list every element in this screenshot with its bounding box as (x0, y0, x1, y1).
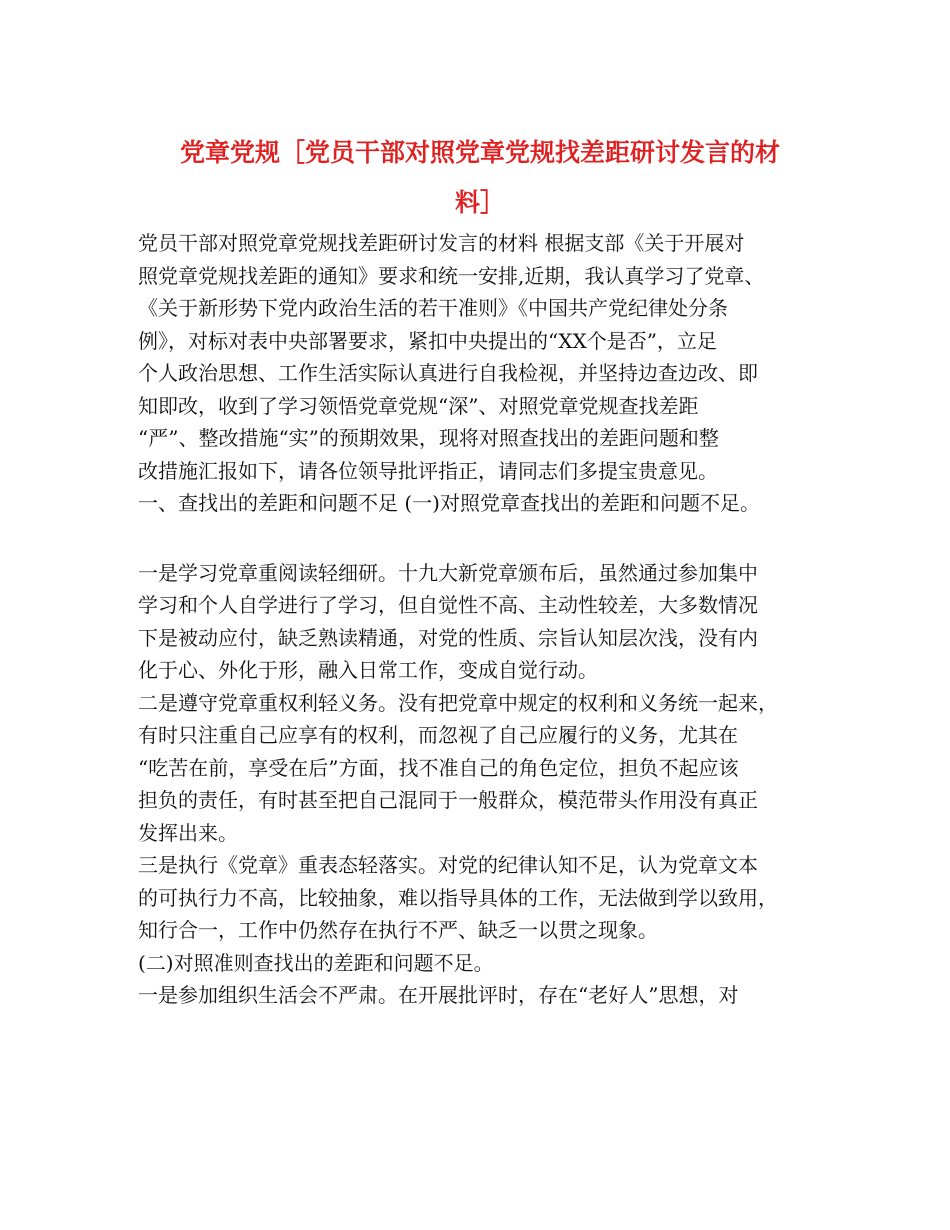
body-line: “吃苦在前，享受在后”方面，找不准自己的角色定位，担负不起应该 (138, 755, 739, 780)
section-heading-line: 一、查找出的差距和问题不足 (一)对照党章查找出的差距和问题不足。 (138, 491, 760, 515)
blank-line (138, 520, 828, 557)
body-line: 担负的责任，有时甚至把自己混同于一般群众，模范带头作用没有真正 (138, 788, 758, 812)
body-line: 一是参加组织生活会不严肃。在开展批评时，存在“老好人”思想，对 (138, 983, 739, 1007)
body-line: 个人政治思想、工作生活实际认真进行自我检视，并坚持边查边改、即 (138, 361, 758, 385)
body-line: 发挥出来。 (138, 820, 238, 845)
body-line: 一是学习党章重阅读轻细研。十九大新党章颁布后，虽然通过参加集中 (138, 560, 758, 585)
body-line: 下是被动应付，缺乏熟读精通，对党的性质、宗旨认知层次浅，没有内 (138, 625, 758, 650)
document-title (135, 128, 825, 228)
body-line: 三是执行《党章》重表态轻落实。对党的纪律认知不足，认为党章文本 (138, 853, 758, 877)
body-line: 化于心、外化于形，融入日常工作，变成自觉行动。 (138, 658, 598, 682)
body-line: 有时只注重自己应享有的权利，而忽视了自己应履行的义务，尤其在 (138, 723, 738, 747)
body-line: 党员干部对照党章党规找差距研讨发言的材料 根据支部《关于开展对 (138, 231, 745, 255)
subsection-heading-line: (二)对照准则查找出的差距和问题不足。 (138, 950, 494, 975)
body-line: 知即改，收到了学习领悟党章党规“深”、对照党章党规查找差距 (138, 393, 699, 418)
body-line: “严”、整改措施“实”的预期效果，现将对照查找出的差距问题和整 (138, 426, 719, 450)
title-line: 党章党规［党员干部对照党章党规找差距研讨发言的材 (179, 138, 780, 167)
body-line: 的可执行力不高，比较抽象，难以指导具体的工作，无法做到学以致用， (138, 885, 778, 910)
body-line: 例》，对标对表中央部署要求，紧扣中央提出的“XX个是否”，立足 (138, 328, 717, 353)
body-line: 二是遵守党章重权利轻义务。没有把党章中规定的权利和义务统一起来， (138, 690, 778, 715)
title-line: 料］ (454, 188, 505, 217)
body-line: 知行合一，工作中仍然存在执行不严、缺乏一以贯之现象。 (138, 918, 658, 942)
body-line: 学习和个人自学进行了学习，但自觉性不高、主动性较差，大多数情况 (138, 593, 758, 617)
document-body (138, 227, 828, 1012)
body-line: 改措施汇报如下，请各位领导批评指正，请同志们多提宝贵意见。 (138, 458, 718, 483)
body-line: 《关于新形势下党内政治生活的若干准则》《中国共产党纪律处分条 (138, 296, 728, 320)
body-line: 照党章党规找差距的通知》要求和统一安排,近期，我认真学习了党章、 (138, 263, 765, 288)
